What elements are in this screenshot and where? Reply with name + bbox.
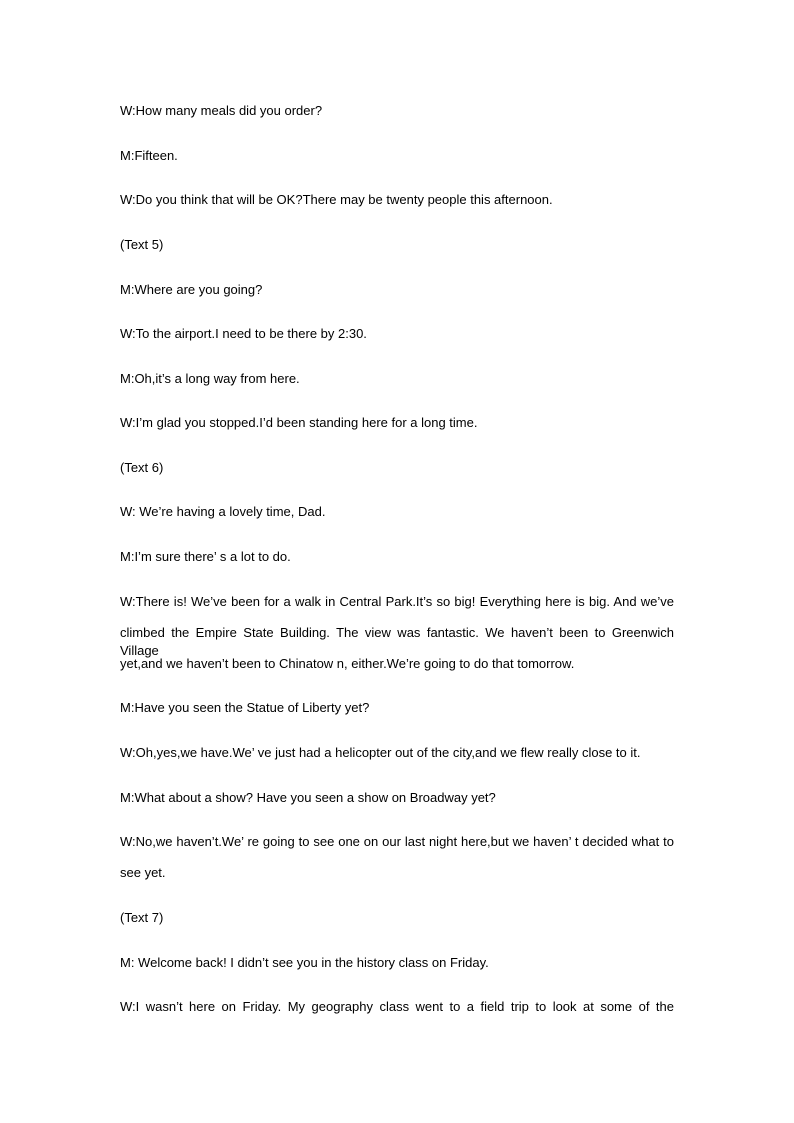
line-question-ok: W:Do you think that will be OK?There may be twenty people this afternoon. bbox=[120, 192, 553, 207]
line-welcome-back: M: Welcome back! I didn’t see you in the history class on Friday. bbox=[120, 955, 489, 970]
line-lot-to-do: M:I’m sure there’ s a lot to do. bbox=[120, 549, 291, 564]
section-heading-text-5: (Text 5) bbox=[120, 237, 164, 252]
line-where-going: M:Where are you going? bbox=[120, 282, 263, 297]
section-heading-text-7: (Text 7) bbox=[120, 910, 164, 925]
line-to-airport: W:To the airport.I need to be there by 2:30. bbox=[120, 326, 367, 341]
line-central-park: W:There is! We’ve been for a walk in Central Park.It’s so big! Everything here is big. And we’ve bbox=[120, 594, 674, 609]
line-lovely-time: W: We’re having a lovely time, Dad. bbox=[120, 504, 326, 519]
line-broadway-show: M:What about a show? Have you seen a show on Broadway yet? bbox=[120, 790, 496, 805]
line-see-yet: see yet. bbox=[120, 865, 166, 880]
line-answer-fifteen: M:Fifteen. bbox=[120, 148, 178, 163]
line-chinatown: yet,and we haven’t been to Chinatow n, either.We’re going to do that tomorrow. bbox=[120, 656, 575, 671]
line-glad-stopped: W:I’m glad you stopped.I’d been standing here for a long time. bbox=[120, 415, 478, 430]
line-long-way: M:Oh,it’s a long way from here. bbox=[120, 371, 300, 386]
line-helicopter: W:Oh,yes,we have.We’ ve just had a helicopter out of the city,and we flew really close to it. bbox=[120, 745, 641, 760]
line-field-trip: W:I wasn’t here on Friday. My geography class went to a field trip to look at some of the bbox=[120, 999, 674, 1014]
section-heading-text-6: (Text 6) bbox=[120, 460, 164, 475]
line-question-meals: W:How many meals did you order? bbox=[120, 103, 323, 118]
line-empire-state: climbed the Empire State Building. The view was fantastic. We haven’t been to Greenwich Village bbox=[120, 625, 674, 658]
line-statue-liberty: M:Have you seen the Statue of Liberty yet? bbox=[120, 700, 370, 715]
line-last-night: W:No,we haven’t.We’ re going to see one on our last night here,but we haven’ t decided what to bbox=[120, 834, 674, 849]
